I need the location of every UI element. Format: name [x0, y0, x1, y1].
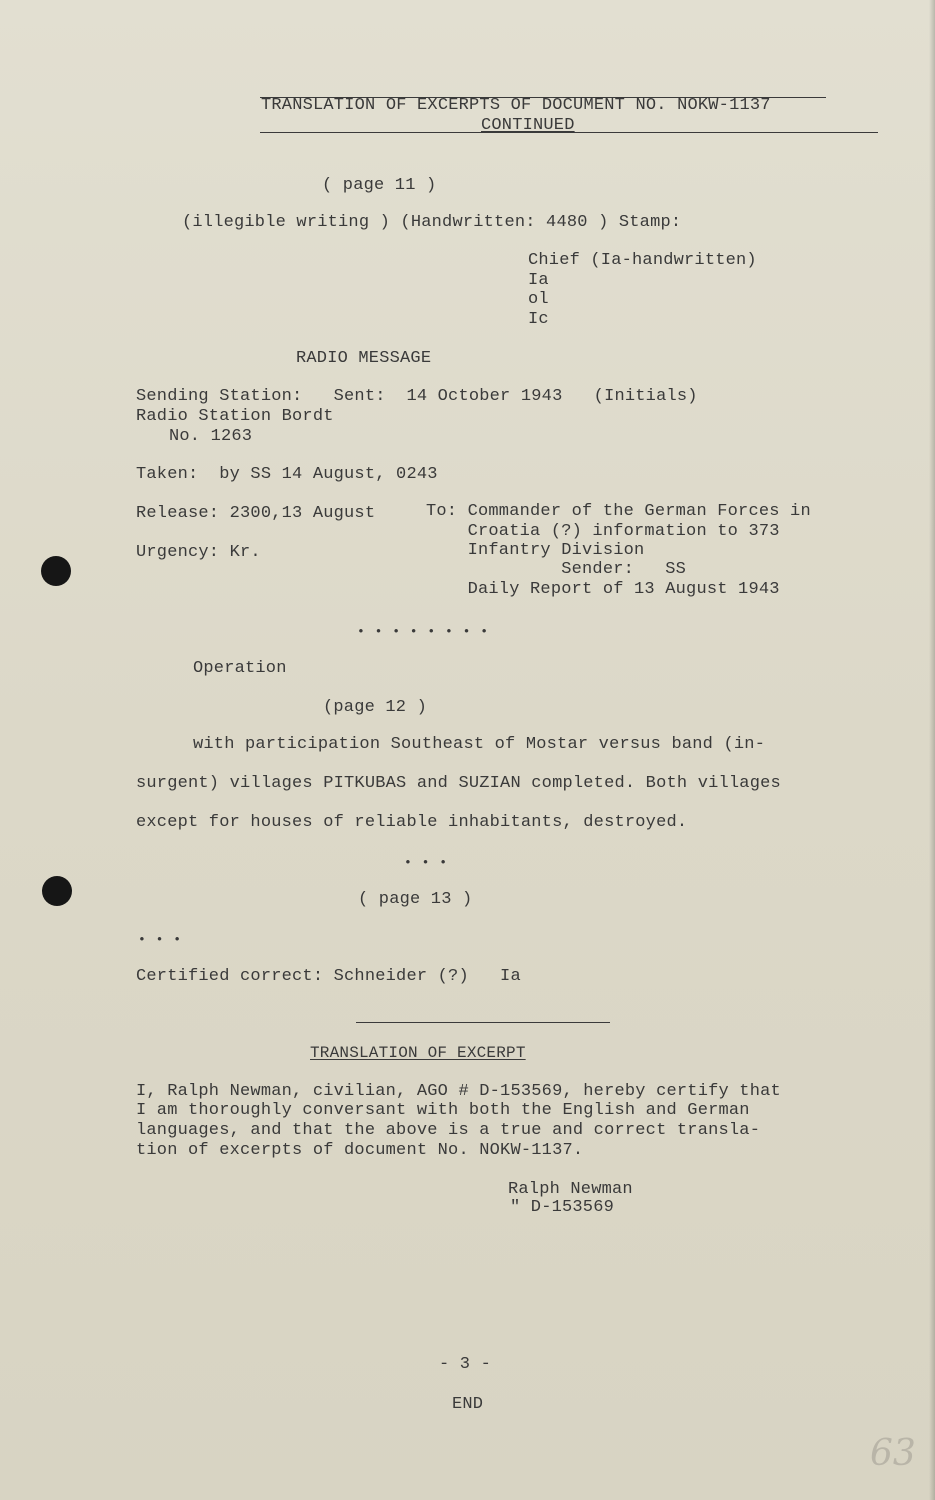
certificate-line: I am thoroughly conversant with both the English and German [136, 1101, 750, 1120]
punch-hole [42, 876, 72, 906]
pencil-page-note: 63 [870, 1433, 916, 1474]
station-name: Radio Station Bordt [136, 407, 334, 426]
stamp-line: Chief (Ia-handwritten) [528, 251, 757, 270]
translator-signature: Ralph Newman [508, 1180, 633, 1199]
certificate-rule [356, 1022, 610, 1023]
sending-station-line: Sending Station: Sent: 14 October 1943 (Initials) [136, 387, 698, 406]
certificate-line: I, Ralph Newman, civilian, AGO # D-153569, hereby certify that [136, 1082, 781, 1101]
station-number: No. 1263 [169, 427, 253, 446]
urgency-line: Urgency: Kr. [136, 543, 261, 562]
ellipsis-dots: • • • [404, 855, 449, 870]
end-label: END [452, 1395, 484, 1414]
body-line: with participation Southeast of Mostar versus band (in- [193, 735, 766, 754]
paper-edge-shadow [929, 0, 935, 1500]
certificate-heading: TRANSLATION OF EXCERPT [310, 1044, 526, 1062]
page-11-label: ( page 11 ) [322, 176, 437, 195]
handwritten-notation: (illegible writing ) (Handwritten: 4480 ) Stamp: [182, 213, 682, 232]
recipient-line: Daily Report of 13 August 1943 [426, 580, 780, 599]
header-subtitle: CONTINUED [481, 116, 575, 135]
recipient-line: Infantry Division [426, 541, 645, 560]
radio-message-heading: RADIO MESSAGE [296, 349, 432, 368]
body-line: surgent) villages PITKUBAS and SUZIAN completed. Both villages [136, 774, 781, 793]
ellipsis-dots: • • • • • • • • [357, 624, 490, 639]
page-13-label: ( page 13 ) [358, 890, 473, 909]
release-line: Release: 2300,13 August [136, 504, 376, 523]
taken-line: Taken: by SS 14 August, 0243 [136, 465, 438, 484]
punch-hole [41, 556, 71, 586]
body-line: except for houses of reliable inhabitants, destroyed. [136, 813, 688, 832]
translator-id: " D-153569 [510, 1198, 615, 1217]
header-bottom-rule [260, 132, 878, 133]
operation-label: Operation [193, 659, 287, 678]
page-12-label: (page 12 ) [323, 698, 428, 717]
certified-line: Certified correct: Schneider (?) Ia [136, 967, 521, 986]
recipient-line: Croatia (?) information to 373 [426, 522, 780, 541]
ellipsis-dots: • • • [138, 932, 183, 947]
stamp-line: Ic [528, 310, 549, 329]
recipient-line: Sender: SS [426, 560, 687, 579]
certificate-line: languages, and that the above is a true and correct transla- [136, 1121, 761, 1140]
header-title: TRANSLATION OF EXCERPTS OF DOCUMENT NO. NOKW-1137 [261, 96, 771, 115]
recipient-line: To: Commander of the German Forces in [426, 502, 811, 521]
stamp-line: Ia [528, 271, 549, 290]
certificate-line: tion of excerpts of document No. NOKW-1137. [136, 1141, 584, 1160]
page-number: - 3 - [439, 1355, 492, 1374]
stamp-line: ol [528, 290, 549, 309]
